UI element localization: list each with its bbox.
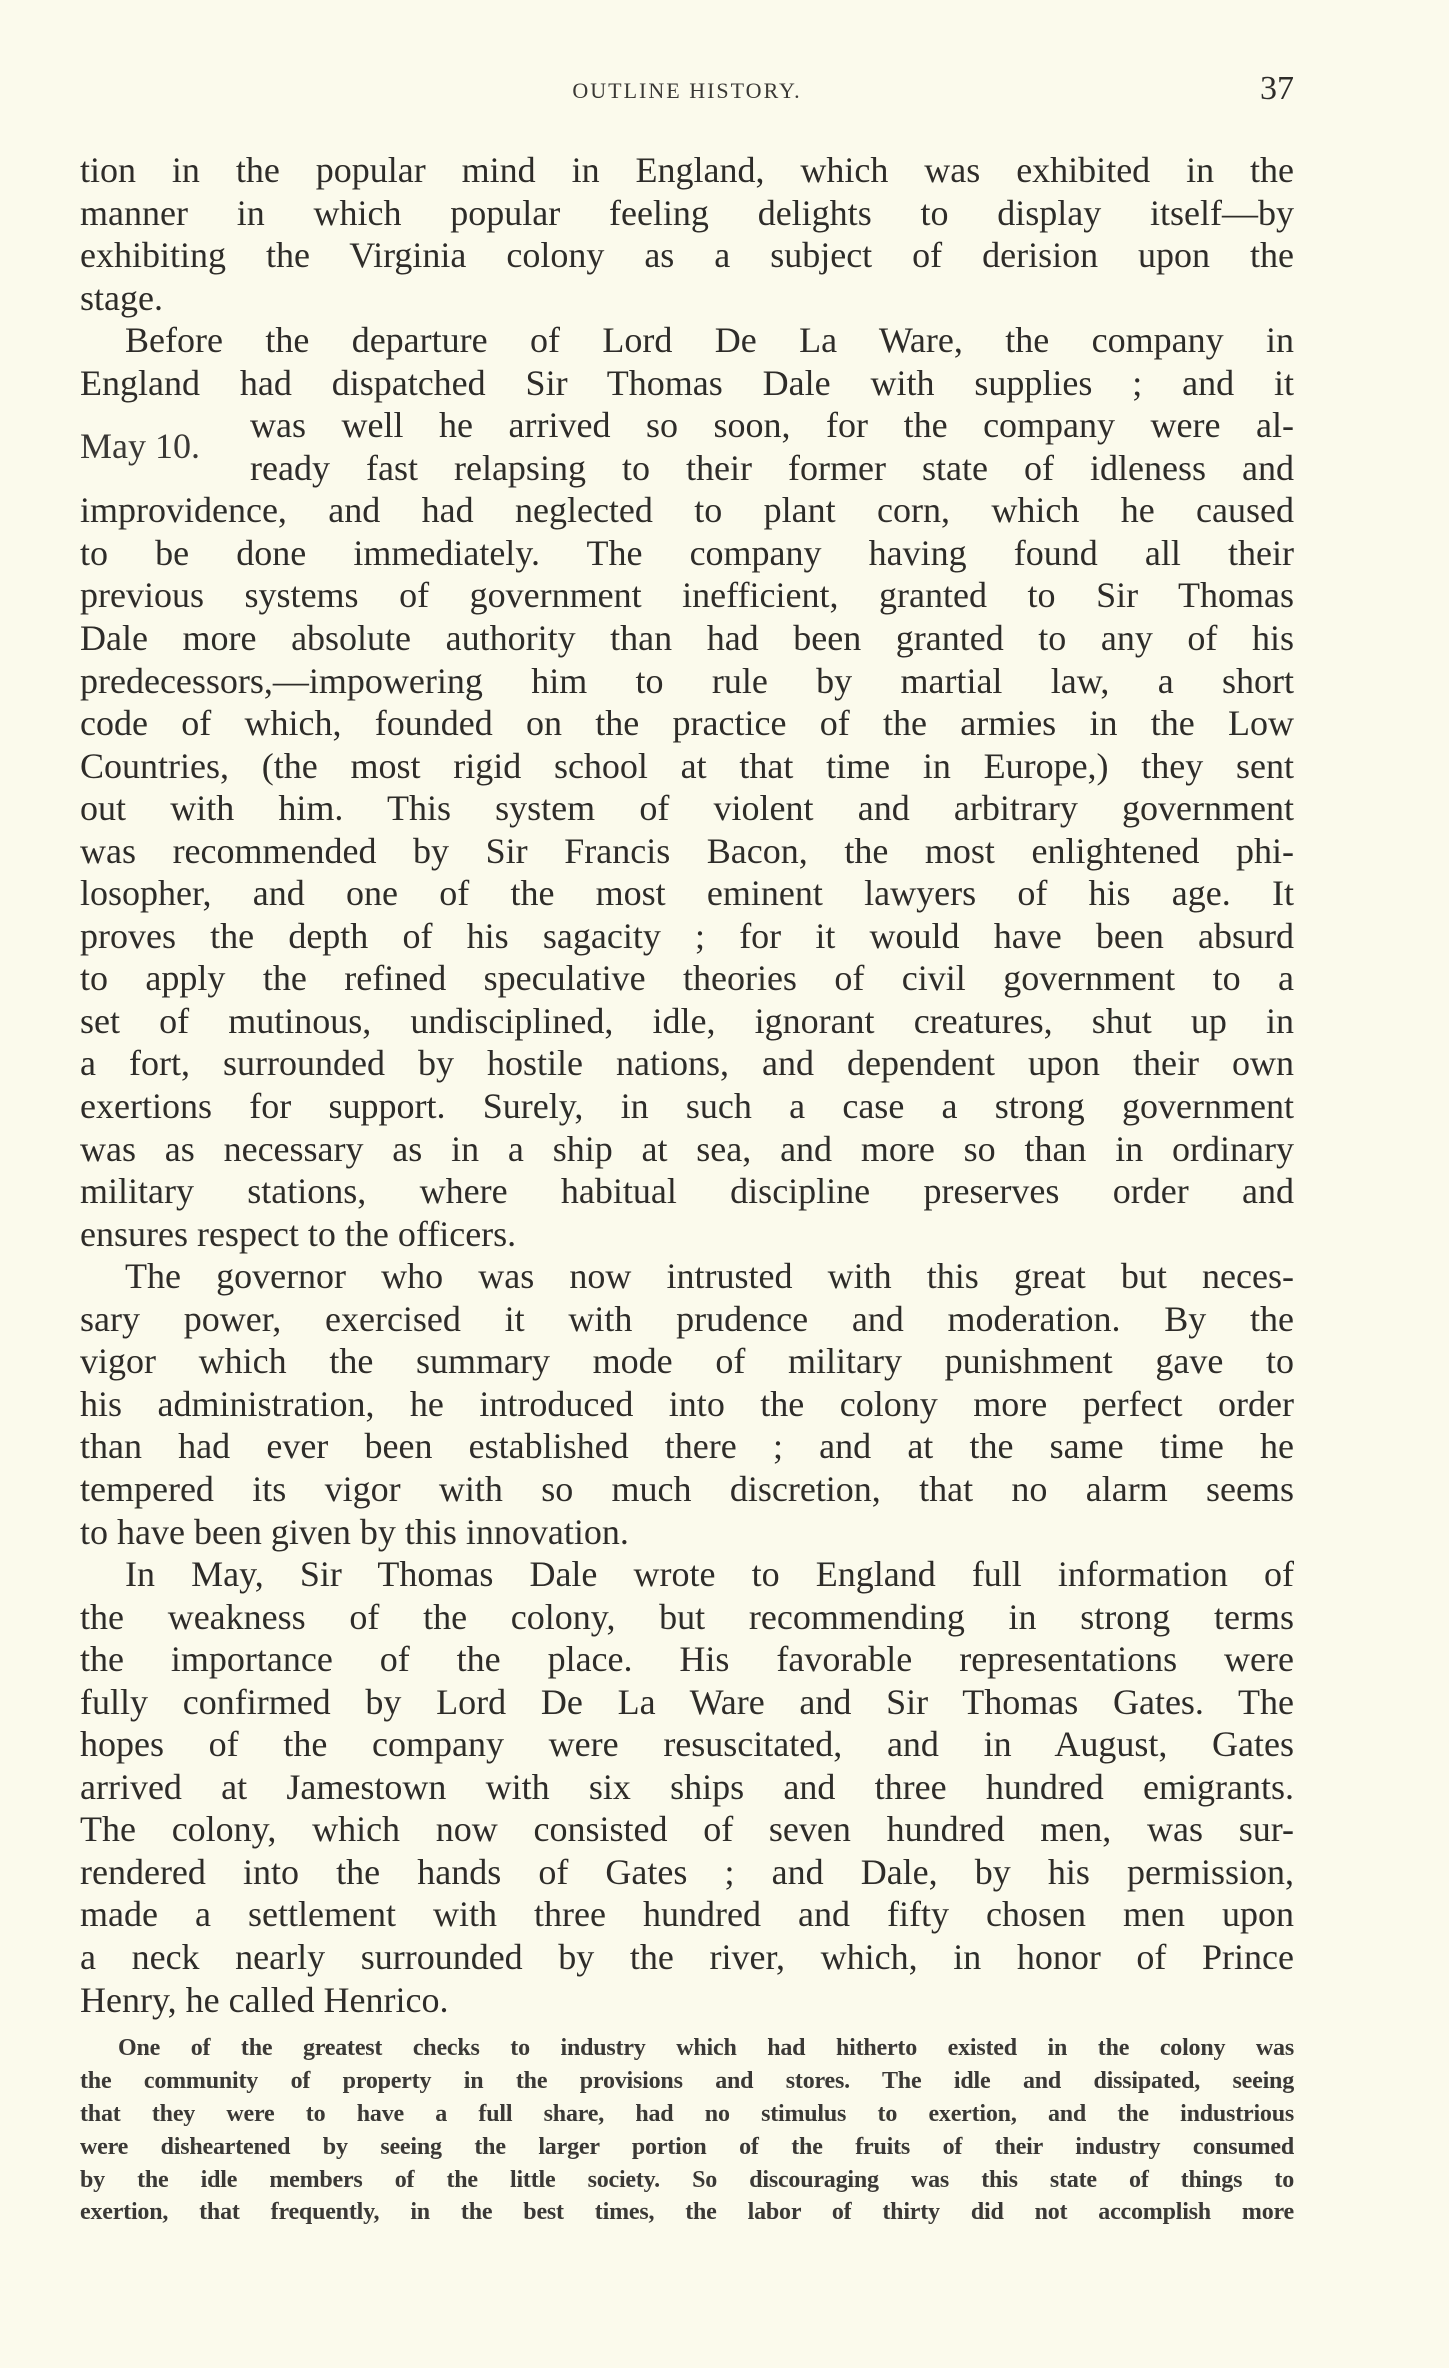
text-line: previous systems of government inefficient, granted to Sir Thomas (80, 575, 1294, 616)
text-line: the importance of the place. His favorable representations were (80, 1639, 1294, 1680)
text-line: the weakness of the colony, but recommending in strong terms (80, 1596, 1294, 1637)
text-line: tempered its vigor with so much discretion, that no alarm seems (80, 1468, 1294, 1509)
text-line: was recommended by Sir Francis Bacon, the most enlightened phi- (80, 830, 1294, 871)
text-line: proves the depth of his sagacity ; for it would have been absurd (80, 915, 1294, 956)
text-line: a neck nearly surrounded by the river, which, in honor of Prince (80, 1936, 1294, 1977)
text-line: to have been given by this innovation. (80, 1511, 629, 1552)
paragraph (80, 149, 1294, 319)
text-line: than had ever been established there ; and at the same time he (80, 1426, 1294, 1467)
footnote (80, 2032, 1294, 2229)
text-line: ready fast relapsing to their former state of idleness and (250, 447, 1294, 488)
text-line: improvidence, and had neglected to plant corn, which he caused (80, 490, 1294, 531)
text-line: hopes of the company were resuscitated, and in August, Gates (80, 1724, 1294, 1765)
footnote-line: by the idle members of the little society. So discouraging was this state of things to (80, 2166, 1294, 2193)
text-line: The governor who was now intrusted with this great but neces- (125, 1256, 1294, 1297)
text-line: his administration, he introduced into the colony more perfect order (80, 1383, 1294, 1424)
text-line: losopher, and one of the most eminent lawyers of his age. It (80, 873, 1294, 914)
text-line: military stations, where habitual discipline preserves order and (80, 1171, 1294, 1212)
text-line: exhibiting the Virginia colony as a subject of derision upon the (80, 235, 1294, 276)
margin-note-date: May 10. (80, 426, 200, 467)
text-line: exertions for support. Surely, in such a case a strong government (80, 1086, 1294, 1127)
text-line: Dale more absolute authority than had been granted to any of his (80, 618, 1294, 659)
footnote-line: One of the greatest checks to industry which had hitherto existed in the colony was (118, 2035, 1294, 2061)
footnote-line: exertion, that frequently, in the best times, the labor of thirty did not accomplish more (80, 2199, 1294, 2226)
footnote-line: were disheartened by seeing the larger portion of the fruits of their industry consumed (80, 2133, 1294, 2160)
text-line: tion in the popular mind in England, which was exhibited in the (80, 150, 1294, 190)
text-line: a fort, surrounded by hostile nations, and dependent upon their own (80, 1043, 1294, 1084)
text-line: made a settlement with three hundred and fifty chosen men upon (80, 1894, 1294, 1935)
running-head (80, 70, 1294, 112)
text-line: was as necessary as in a ship at sea, and more so than in ordinary (80, 1128, 1294, 1169)
text-line: predecessors,—impowering him to rule by martial law, a short (80, 660, 1294, 701)
text-line: Before the departure of Lord De La Ware, the company in (125, 320, 1294, 361)
footnote-line: that they were to have a full share, had no stimulus to exertion, and the industrious (80, 2100, 1294, 2127)
text-line: code of which, founded on the practice of the armies in the Low (80, 703, 1294, 744)
running-head-title: OUTLINE HISTORY. (572, 78, 802, 103)
text-line: arrived at Jamestown with six ships and three hundred emigrants. (80, 1766, 1294, 1807)
text-line: ensures respect to the officers. (80, 1213, 517, 1254)
text-line: out with him. This system of violent and arbitrary government (80, 788, 1294, 829)
text-line: rendered into the hands of Gates ; and Dale, by his permission, (80, 1851, 1294, 1892)
footnote-line: the community of property in the provisions and stores. The idle and dissipated, seeing (80, 2067, 1294, 2094)
text-line: manner in which popular feeling delights to display itself—by (80, 192, 1294, 233)
text-line: Countries, (the most rigid school at that time in Europe,) they sent (80, 745, 1294, 786)
paragraph (80, 1255, 1294, 1553)
text-line: The colony, which now consisted of seven hundred men, was sur- (80, 1809, 1294, 1850)
text-line: to be done immediately. The company having found all their (80, 532, 1294, 573)
page-number: 37 (1260, 70, 1294, 107)
text-line: set of mutinous, undisciplined, idle, ignorant creatures, shut up in (80, 1000, 1294, 1041)
text-line: to apply the refined speculative theories of civil government to a (80, 958, 1294, 999)
text-line: stage. (80, 277, 163, 318)
text-line: In May, Sir Thomas Dale wrote to England full information of (125, 1554, 1294, 1595)
body-text (80, 149, 1294, 2021)
text-line: was well he arrived so soon, for the company were al- (250, 405, 1294, 446)
paragraph (80, 319, 1294, 1255)
text-line: sary power, exercised it with prudence and moderation. By the (80, 1298, 1294, 1339)
text-line: Henry, he called Henrico. (80, 1979, 449, 2020)
text-line: vigor which the summary mode of military punishment gave to (80, 1341, 1294, 1382)
paragraph (80, 1553, 1294, 2021)
text-line: fully confirmed by Lord De La Ware and Sir Thomas Gates. The (80, 1681, 1294, 1722)
text-line: England had dispatched Sir Thomas Dale with supplies ; and it (80, 362, 1294, 403)
